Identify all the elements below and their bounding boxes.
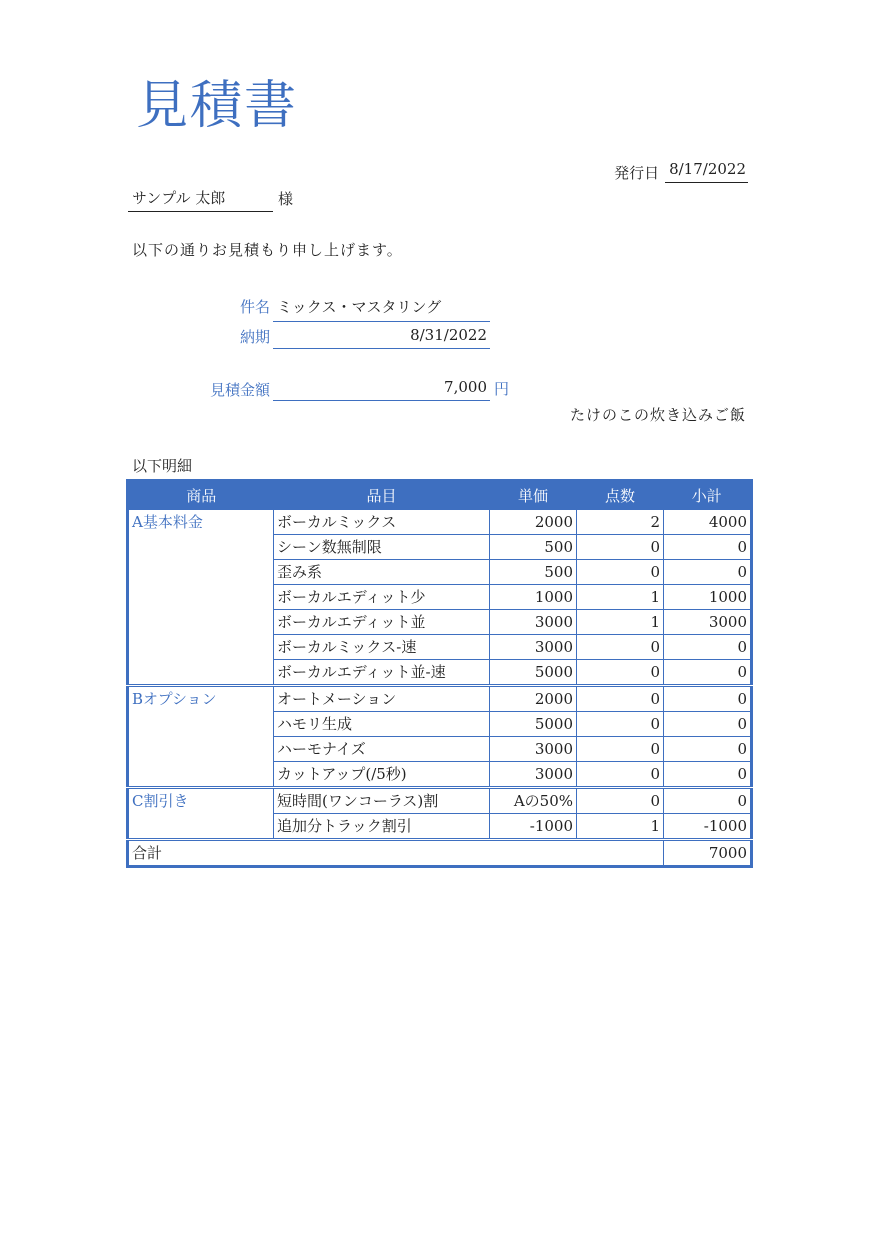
estimate-table	[126, 479, 753, 868]
document-title: 見積書	[136, 76, 299, 136]
header-unit-price: 単価	[490, 481, 577, 510]
price-cell: 1000	[490, 585, 577, 610]
category-cell: Bオプション	[128, 686, 274, 788]
intro-text: 以下の通りお見積もり申し上げます。	[132, 241, 403, 259]
issue-date-block	[614, 160, 748, 183]
price-cell: 3000	[490, 762, 577, 788]
item-cell: シーン数無制限	[274, 535, 490, 560]
table-row	[128, 788, 752, 814]
item-cell: 歪み系	[274, 560, 490, 585]
issue-date-value: 8/17/2022	[665, 160, 748, 183]
subject-value: ミックス・マスタリング	[273, 296, 490, 322]
item-cell: ボーカルエディット並-速	[274, 660, 490, 686]
header-quantity: 点数	[577, 481, 664, 510]
price-cell: 500	[490, 535, 577, 560]
price-cell: 5000	[490, 712, 577, 737]
item-cell: カットアップ(/5秒)	[274, 762, 490, 788]
qty-cell: 0	[577, 737, 664, 762]
issue-date-label: 発行日	[614, 164, 660, 182]
item-cell: オートメーション	[274, 686, 490, 712]
header-item: 品目	[274, 481, 490, 510]
price-cell: 3000	[490, 737, 577, 762]
category-cell: A基本料金	[128, 510, 274, 686]
total-label: 合計	[128, 840, 664, 867]
header-product: 商品	[128, 481, 274, 510]
item-cell: ハーモナイズ	[274, 737, 490, 762]
recipient-honorific: 様	[278, 190, 294, 208]
deadline-label: 納期	[239, 328, 270, 346]
table-header-row	[128, 481, 752, 510]
qty-cell: 2	[577, 510, 664, 535]
price-cell: Aの50%	[490, 788, 577, 814]
item-cell: 短時間(ワンコーラス)割	[274, 788, 490, 814]
amount-value: 7,000	[273, 378, 490, 401]
subject-label: 件名	[239, 298, 270, 316]
price-cell: 3000	[490, 610, 577, 635]
subtotal-cell: 0	[664, 635, 752, 660]
subtotal-cell: 0	[664, 535, 752, 560]
qty-cell: 0	[577, 660, 664, 686]
qty-cell: 1	[577, 610, 664, 635]
price-cell: 2000	[490, 686, 577, 712]
company-name: たけのこの炊き込みご飯	[569, 406, 746, 424]
detail-label: 以下明細	[132, 457, 193, 475]
qty-cell: 0	[577, 762, 664, 788]
total-row	[128, 840, 752, 867]
item-cell: ボーカルミックス-速	[274, 635, 490, 660]
qty-cell: 1	[577, 585, 664, 610]
table-row	[128, 686, 752, 712]
qty-cell: 0	[577, 560, 664, 585]
subtotal-cell: 0	[664, 686, 752, 712]
deadline-value: 8/31/2022	[273, 326, 490, 349]
qty-cell: 0	[577, 788, 664, 814]
amount-unit: 円	[494, 380, 510, 398]
header-subtotal: 小計	[664, 481, 752, 510]
table-row	[128, 510, 752, 535]
amount-label: 見積金額	[209, 381, 270, 399]
subtotal-cell: 0	[664, 560, 752, 585]
price-cell: 2000	[490, 510, 577, 535]
recipient-name: サンプル 太郎	[128, 187, 273, 212]
item-cell: ボーカルミックス	[274, 510, 490, 535]
category-cell: C割引き	[128, 788, 274, 840]
price-cell: 500	[490, 560, 577, 585]
subtotal-cell: 3000	[664, 610, 752, 635]
subtotal-cell: -1000	[664, 814, 752, 840]
qty-cell: 0	[577, 712, 664, 737]
subtotal-cell: 0	[664, 737, 752, 762]
subtotal-cell: 0	[664, 762, 752, 788]
qty-cell: 0	[577, 635, 664, 660]
item-cell: 追加分トラック割引	[274, 814, 490, 840]
subtotal-cell: 4000	[664, 510, 752, 535]
qty-cell: 0	[577, 535, 664, 560]
qty-cell: 1	[577, 814, 664, 840]
price-cell: -1000	[490, 814, 577, 840]
price-cell: 3000	[490, 635, 577, 660]
price-cell: 5000	[490, 660, 577, 686]
item-cell: ボーカルエディット並	[274, 610, 490, 635]
subtotal-cell: 0	[664, 660, 752, 686]
subtotal-cell: 1000	[664, 585, 752, 610]
total-value: 7000	[664, 840, 752, 867]
subtotal-cell: 0	[664, 788, 752, 814]
subtotal-cell: 0	[664, 712, 752, 737]
qty-cell: 0	[577, 686, 664, 712]
item-cell: ハモリ生成	[274, 712, 490, 737]
item-cell: ボーカルエディット少	[274, 585, 490, 610]
